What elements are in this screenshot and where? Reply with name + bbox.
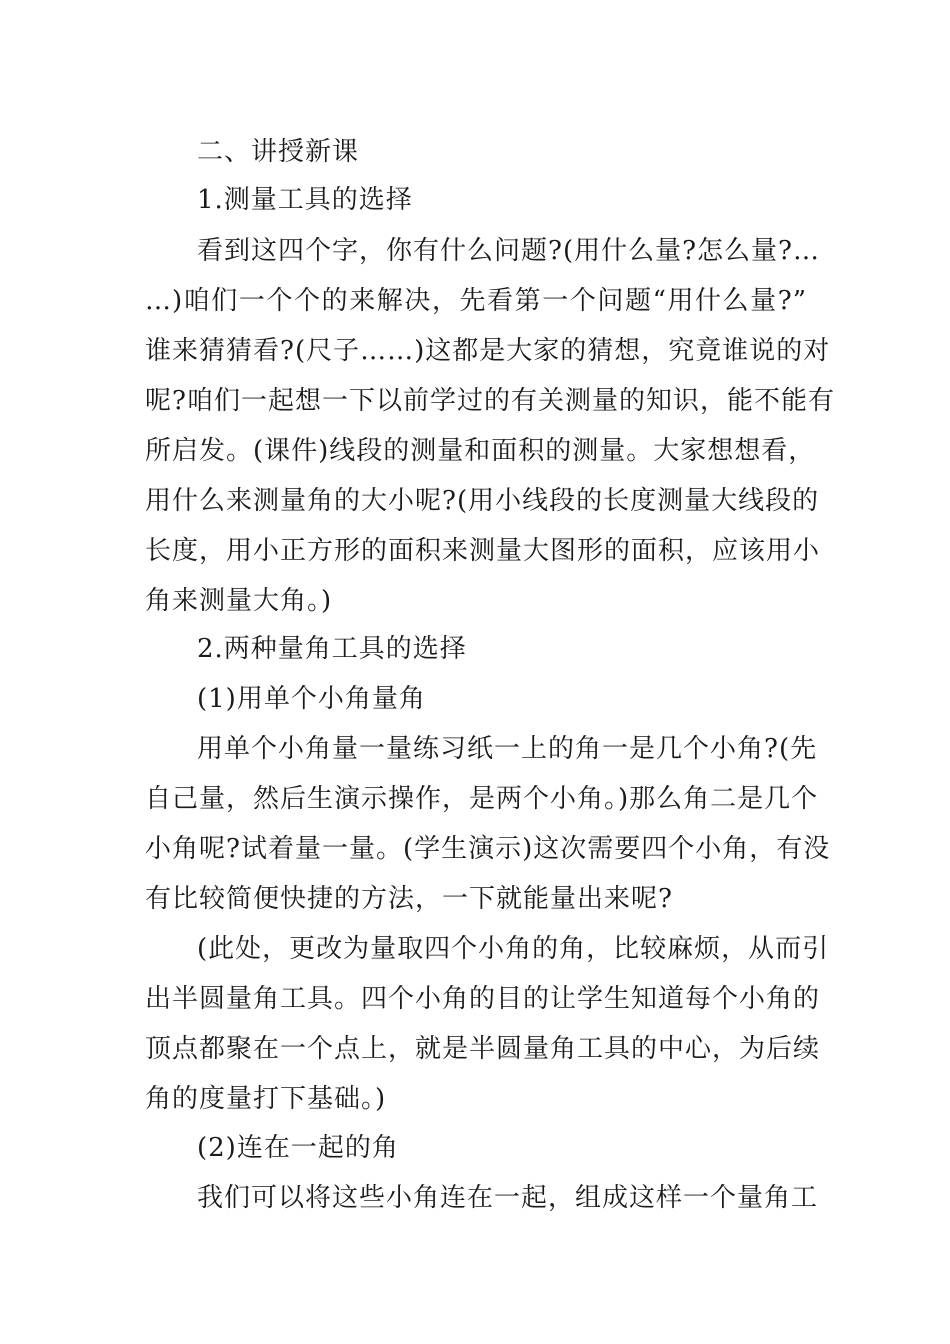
subsection-heading: (1)用单个小角量角 [197,684,426,714]
paragraph-line: 自己量，然后生演示操作，是两个小角。)那么角二是几个 [145,784,819,814]
paragraph-line: (此处，更改为量取四个小角的角，比较麻烦，从而引 [197,934,830,964]
paragraph-line: 用什么来测量角的大小呢?(用小线段的长度测量大线段的 [145,486,820,516]
subsection-heading: (2)连在一起的角 [197,1133,399,1163]
paragraph-line: …)咱们一个个的来解决，先看第一个问题“用什么量?” [145,286,807,316]
paragraph-line: 我们可以将这些小角连在一起，组成这样一个量角工 [197,1183,819,1213]
paragraph-line: 角的度量打下基础。) [145,1084,387,1114]
paragraph-line: 小角呢?试着量一量。(学生演示)这次需要四个小角，有没 [145,834,831,864]
paragraph-line: 顶点都聚在一个点上，就是半圆量角工具的中心，为后续 [145,1034,821,1064]
paragraph-line: 长度，用小正方形的面积来测量大图形的面积，应该用小 [145,536,821,566]
subsection-heading: 1.测量工具的选择 [197,185,413,215]
paragraph-line: 角来测量大角。) [145,586,333,616]
paragraph-line: 所启发。(课件)线段的测量和面积的测量。大家想想看， [145,436,816,466]
paragraph-line: 谁来猜猜看?(尺子……)这都是大家的猜想，究竟谁说的对 [145,336,831,366]
paragraph-line: 有比较简便快捷的方法，一下就能量出来呢? [145,884,673,914]
subsection-heading: 2.两种量角工具的选择 [197,634,467,664]
paragraph-line: 看到这四个字，你有什么问题?(用什么量?怎么量?… [197,236,820,266]
paragraph-line: 用单个小角量一量练习纸一上的角一是几个小角?(先 [197,734,818,764]
section-heading: 二、讲授新课 [197,137,360,167]
paragraph-line: 出半圆量角工具。四个小角的目的让学生知道每个小角的 [145,984,821,1014]
paragraph-line: 呢?咱们一起想一下以前学过的有关测量的知识，能不能有 [145,386,835,416]
